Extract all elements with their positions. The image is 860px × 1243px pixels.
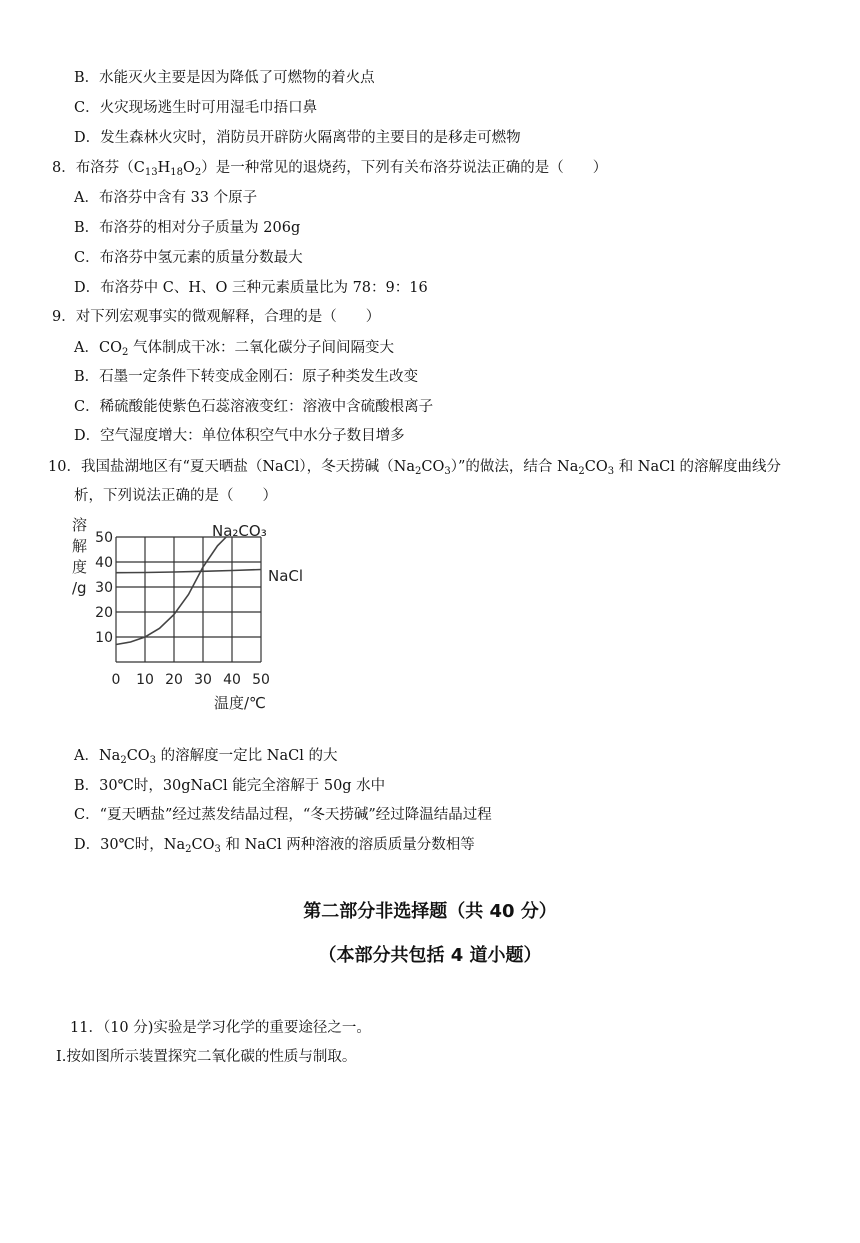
series-line-nacl	[116, 570, 261, 573]
x-tick-label: 40	[223, 672, 241, 688]
series-label-na2co3: Na₂CO₃	[212, 522, 267, 540]
x-tick-label: 20	[165, 672, 183, 688]
x-tick-label: 30	[194, 672, 212, 688]
section-title: 第二部分非选择题（共 40 分）	[303, 901, 557, 922]
x-tick-label: 50	[252, 672, 270, 688]
q7-option-b: B．水能灭火主要是因为降低了可燃物的着火点	[74, 70, 375, 86]
y-tick-label: 20	[95, 605, 113, 621]
q10-stem-line2: 析，下列说法正确的是（ ）	[74, 488, 277, 504]
y-axis-label-char: 度	[72, 558, 88, 576]
q10-option-c: C．“夏天晒盐”经过蒸发结晶过程，“冬天捞碱”经过降温结晶过程	[74, 807, 492, 823]
q9-option-b: B．石墨一定条件下转变成金刚石：原子种类发生改变	[74, 369, 419, 385]
y-axis-label-char: 溶	[72, 516, 88, 534]
q8-option-d: D．布洛芬中 C、H、O 三种元素质量比为 78：9：16	[74, 280, 428, 296]
q10-option-b: B．30℃时，30gNaCl 能完全溶解于 50g 水中	[74, 778, 386, 794]
chart-axes	[95, 530, 270, 688]
q8-stem: 8．布洛芬$(C_{13}H_{18}O_2)$是一种常见的退烧药，下列有关布洛芬说法正确的是（ ）	[52, 160, 608, 178]
q9-option-d: D．空气湿度增大：单位体积空气中水分子数目增多	[74, 428, 405, 444]
q10-option-d: D．30℃时，$Na_2CO_3$ 和 NaCl 两种溶液的溶质质量分数相等	[74, 837, 475, 855]
y-axis-label-char: 解	[72, 537, 88, 555]
x-axis-label: 温度/℃	[214, 694, 266, 712]
q10-stem-line1: 10．我国盐湖地区有“夏天晒盐（NaCl），冬天捞碱$(Na_2CO_3)$”的做法，结合 $Na_2CO_3$ 和 NaCl 的溶解度曲线分	[48, 459, 781, 477]
q11-stem: 11．（10 分)实验是学习化学的重要途径之一。	[70, 1020, 371, 1036]
q8-option-c: C．布洛芬中氢元素的质量分数最大	[74, 250, 303, 266]
q8-option-b: B．布洛芬的相对分子质量为 206g	[74, 220, 301, 236]
q11-part1: Ⅰ.按如图所示装置探究二氧化碳的性质与制取。	[56, 1049, 357, 1065]
y-tick-label: 50	[95, 530, 113, 546]
y-tick-label: 40	[95, 555, 113, 571]
chart-grid	[116, 537, 261, 662]
y-tick-label: 10	[95, 630, 113, 646]
series-line-na2co3	[116, 537, 226, 645]
x-tick-label: 10	[136, 672, 154, 688]
q7-option-d: D．发生森林火灾时，消防员开辟防火隔离带的主要目的是移走可燃物	[74, 130, 521, 146]
chart-series	[116, 537, 261, 645]
y-tick-label: 30	[95, 580, 113, 596]
x-tick-label: 0	[111, 672, 121, 688]
y-axis-label-char: /g	[72, 579, 87, 597]
series-label-nacl: NaCl	[268, 567, 304, 585]
q9-option-a: A．$CO_2$ 气体制成干冰：二氧化碳分子间间隔变大	[74, 340, 394, 358]
q9-option-c: C．稀硫酸能使紫色石蕊溶液变红：溶液中含硫酸根离子	[74, 399, 434, 415]
solubility-chart	[66, 512, 316, 712]
q10-option-a: A．$Na_2CO_3$ 的溶解度一定比 NaCl 的大	[74, 748, 338, 766]
q8-option-a: A．布洛芬中含有 33 个原子	[74, 190, 258, 206]
q7-option-c: C．火灾现场逃生时可用湿毛巾捂口鼻	[74, 100, 318, 116]
q9-stem: 9．对下列宏观事实的微观解释，合理的是（ ）	[52, 309, 381, 325]
section-subtitle: （本部分共包括 4 道小题）	[318, 945, 542, 966]
